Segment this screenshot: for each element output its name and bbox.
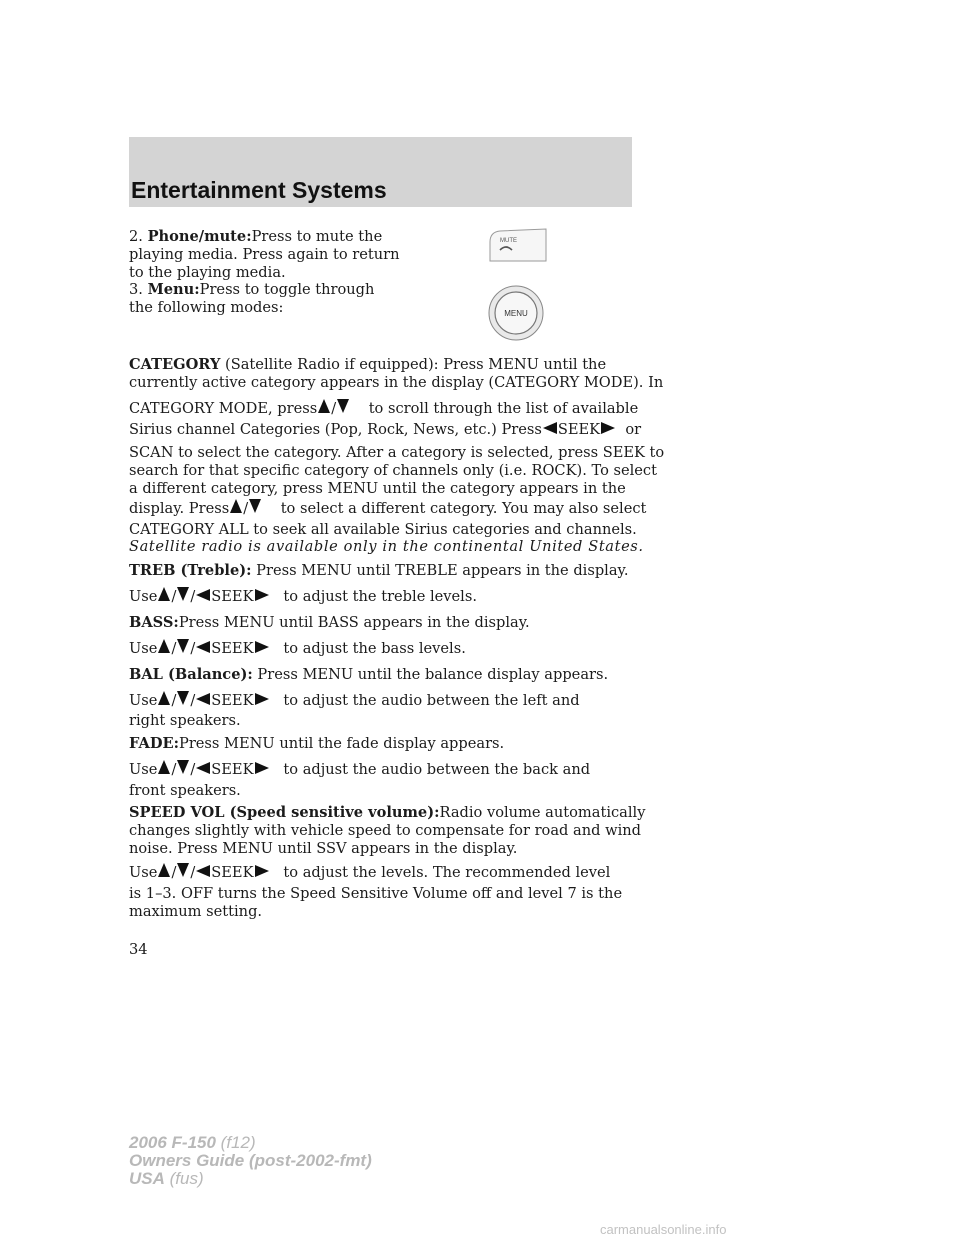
down-arrow-icon xyxy=(176,759,190,775)
category-line6: search for that specific category of channels only (i.e. ROCK). To select xyxy=(129,462,657,479)
category-line8: display. Press / to select a different category. You may also select xyxy=(129,500,647,517)
up-arrow-icon xyxy=(157,862,171,878)
treble-line2: Use / / SEEK to adjust the treble levels. xyxy=(129,588,477,605)
down-arrow-icon xyxy=(176,638,190,654)
up-arrow-icon xyxy=(157,759,171,775)
seek-left-icon xyxy=(195,640,211,654)
page-number: 34 xyxy=(129,941,148,958)
seek-right-icon xyxy=(254,588,270,602)
seek-right-icon xyxy=(600,421,616,435)
page-title: Entertainment Systems xyxy=(131,177,387,203)
category-line3: CATEGORY MODE, press / to scroll through the list of available xyxy=(129,400,639,417)
mute-label: MUTE xyxy=(500,238,517,244)
satellite-note: Satellite radio is available only in the continental United States. xyxy=(129,538,644,555)
speedvol-line5: is 1–3. OFF turns the Speed Sensitive Volume off and level 7 is the xyxy=(129,885,623,902)
seek-left-icon xyxy=(195,761,211,775)
down-arrow-icon xyxy=(176,862,190,878)
down-arrow-icon xyxy=(176,690,190,706)
menu-button-icon xyxy=(488,285,544,341)
fade-line3: front speakers. xyxy=(129,782,241,799)
speedvol-line3: noise. Press MENU until SSV appears in the display. xyxy=(129,840,518,857)
speedvol-line4: Use / / SEEK to adjust the levels. The recommended level xyxy=(129,864,611,881)
category-line1: CATEGORY (Satellite Radio if equipped): Press MENU until the xyxy=(129,356,607,373)
menu-label: MENU xyxy=(504,309,528,318)
up-arrow-icon xyxy=(317,398,331,414)
phone-line2: playing media. Press again to return xyxy=(129,246,400,263)
bass-line1: BASS:Press MENU until BASS appears in the display. xyxy=(129,614,530,631)
seek-right-icon xyxy=(254,761,270,775)
footer-guide: Owners Guide (post-2002-fmt) xyxy=(129,1151,372,1170)
menu-line2: the following modes: xyxy=(129,299,284,316)
speedvol-line2: changes slightly with vehicle speed to compensate for road and wind xyxy=(129,822,641,839)
speedvol-line1: SPEED VOL (Speed sensitive volume):Radio volume automatically xyxy=(129,804,646,821)
phone-line1: 2. Phone/mute:Press to mute the xyxy=(129,228,383,245)
up-arrow-icon xyxy=(229,498,243,514)
watermark: carmanualsonline.info xyxy=(600,1222,727,1237)
up-arrow-icon xyxy=(157,638,171,654)
category-line9: CATEGORY ALL to seek all available Sirius categories and channels. xyxy=(129,521,637,538)
seek-left-icon xyxy=(195,864,211,878)
footer-model: 2006 F-150 (f12) xyxy=(129,1133,256,1152)
seek-right-icon xyxy=(254,640,270,654)
footer xyxy=(129,1134,372,1188)
balance-line3: right speakers. xyxy=(129,712,241,729)
seek-right-icon xyxy=(254,864,270,878)
category-line4: Sirius channel Categories (Pop, Rock, News, etc.) Press SEEK or xyxy=(129,421,642,438)
seek-right-icon xyxy=(254,692,270,706)
treble-line1: TREB (Treble): Press MENU until TREBLE appears in the display. xyxy=(129,562,629,579)
seek-left-icon xyxy=(542,421,558,435)
balance-line2: Use / / SEEK to adjust the audio between the left and xyxy=(129,692,580,709)
seek-left-icon xyxy=(195,588,211,602)
bass-line2: Use / / SEEK to adjust the bass levels. xyxy=(129,640,466,657)
mute-button-icon xyxy=(488,228,548,262)
up-arrow-icon xyxy=(157,690,171,706)
fade-line2: Use / / SEEK to adjust the audio between the back and xyxy=(129,761,591,778)
category-line5: SCAN to select the category. After a category is selected, press SEEK to xyxy=(129,444,665,461)
category-line7: a different category, press MENU until the category appears in the xyxy=(129,480,626,497)
fade-line1: FADE:Press MENU until the fade display appears. xyxy=(129,735,505,752)
down-arrow-icon xyxy=(176,586,190,602)
balance-line1: BAL (Balance): Press MENU until the balance display appears. xyxy=(129,666,609,683)
down-arrow-icon xyxy=(336,398,350,414)
seek-left-icon xyxy=(195,692,211,706)
phone-line3: to the playing media. xyxy=(129,264,286,281)
menu-line1: 3. Menu:Press to toggle through xyxy=(129,281,375,298)
down-arrow-icon xyxy=(248,498,262,514)
footer-region: USA (fus) xyxy=(129,1169,204,1188)
speedvol-line6: maximum setting. xyxy=(129,903,263,920)
category-line2: currently active category appears in the display (CATEGORY MODE). In xyxy=(129,374,664,391)
up-arrow-icon xyxy=(157,586,171,602)
